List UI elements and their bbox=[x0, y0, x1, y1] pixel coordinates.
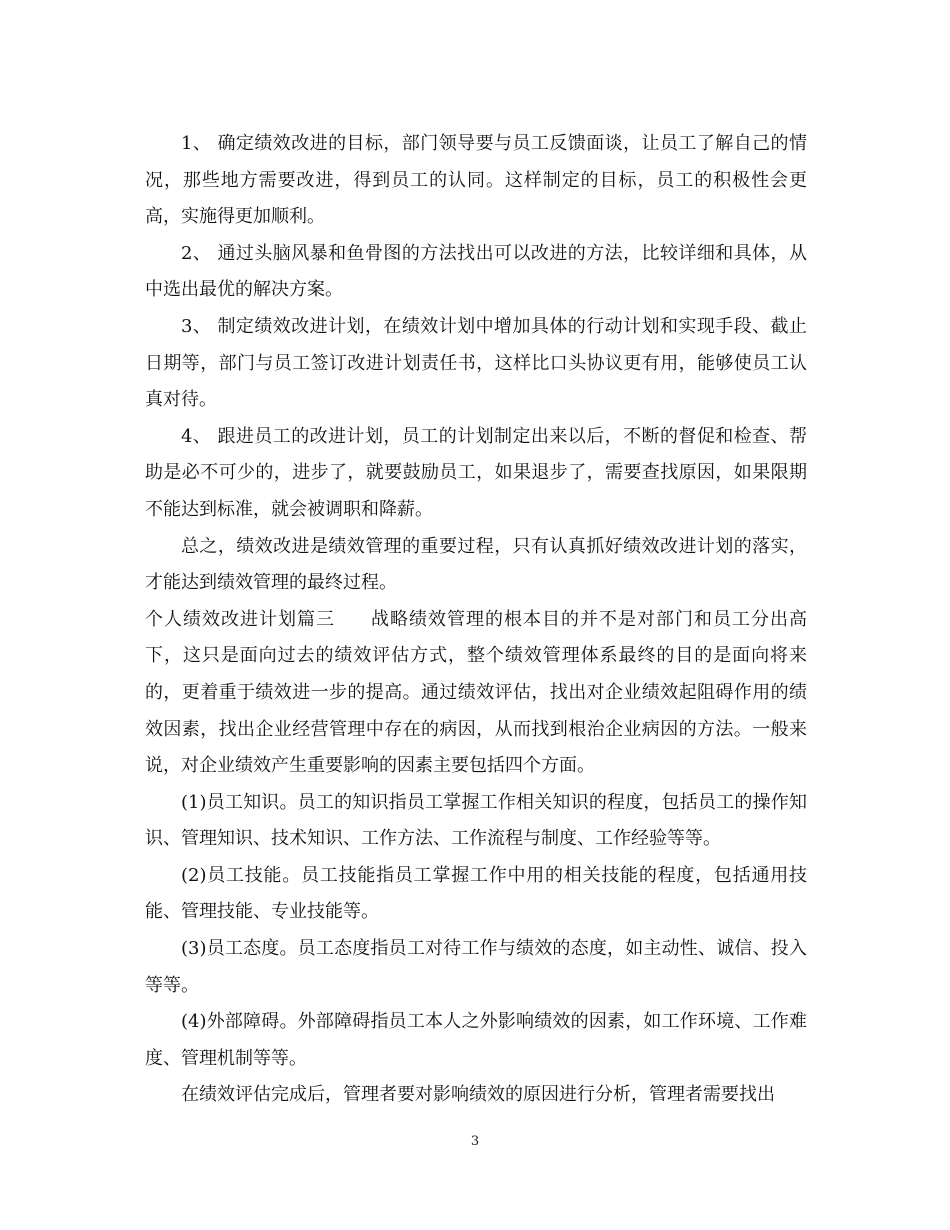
page-number: 3 bbox=[470, 1134, 480, 1149]
section-title: 个人绩效改进计划篇三 bbox=[145, 608, 335, 630]
paragraph-step-4: 4、 跟进员工的改进计划，员工的计划制定出来以后，不断的督促和检查、帮助是必不可少的，进步了，就要鼓励员工，如果退步了，需要查找原因，如果限期不能达到标准，就会被调职和降薪。 bbox=[145, 425, 807, 520]
paragraph-factor-attitude: (3)员工态度。员工态度指员工对待工作与绩效的态度，如主动性、诚信、投入等等。 bbox=[145, 938, 807, 996]
paragraph-step-3: 3、 制定绩效改进计划，在绩效计划中增加具体的行动计划和实现手段、截止日期等，部门与员工签订改进计划责任书，这样比口头协议更有用，能够使员工认真对待。 bbox=[145, 315, 807, 411]
paragraph-summary: 总之，绩效改进是绩效管理的重要过程，只有认真抓好绩效改进计划的落实，才能达到绩效管理的最终过程。 bbox=[145, 535, 807, 594]
section-paragraph bbox=[145, 602, 807, 785]
section-intro: 战略绩效管理的根本目的并不是对部门和员工分出高下，这只是面向过去的绩效评估方式，整个绩效管理体系最终的目的是面向将来的，更着重于绩效进一步的提高。通过绩效评估，找出对企业绩效起阻碍作用的绩效因素，找出企业经营管理中存在的病因，从而找到根治企业病因的方法。一般来说，对企业绩效产生重要影响的因素主要包括四个方面。 bbox=[145, 608, 807, 777]
paragraph-step-1: 1、 确定绩效改进的目标，部门领导要与员工反馈面谈，让员工了解自己的情况，那些地方需要改进，得到员工的认同。这样制定的目标，员工的积极性会更高，实施得更加顺利。 bbox=[145, 133, 807, 228]
paragraph-step-2: 2、 通过头脑风暴和鱼骨图的方法找出可以改进的方法，比较详细和具体，从中选出最优的解决方案。 bbox=[145, 242, 807, 301]
document-body bbox=[145, 126, 807, 1114]
paragraph-factor-skills: (2)员工技能。员工技能指员工掌握工作中用的相关技能的程度，包括通用技能、管理技能、专业技能等。 bbox=[145, 864, 807, 923]
paragraph-factor-knowledge: (1)员工知识。员工的知识指员工掌握工作相关知识的程度，包括员工的操作知识、管理知识、技术知识、工作方法、工作流程与制度、工作经验等等。 bbox=[145, 791, 807, 850]
paragraph-factor-external: (4)外部障碍。外部障碍指员工本人之外影响绩效的因素，如工作环境、工作难度、管理机制等等。 bbox=[145, 1011, 807, 1069]
paragraph-closing: 在绩效评估完成后，管理者要对影响绩效的原因进行分析，管理者需要找出 bbox=[181, 1084, 775, 1106]
